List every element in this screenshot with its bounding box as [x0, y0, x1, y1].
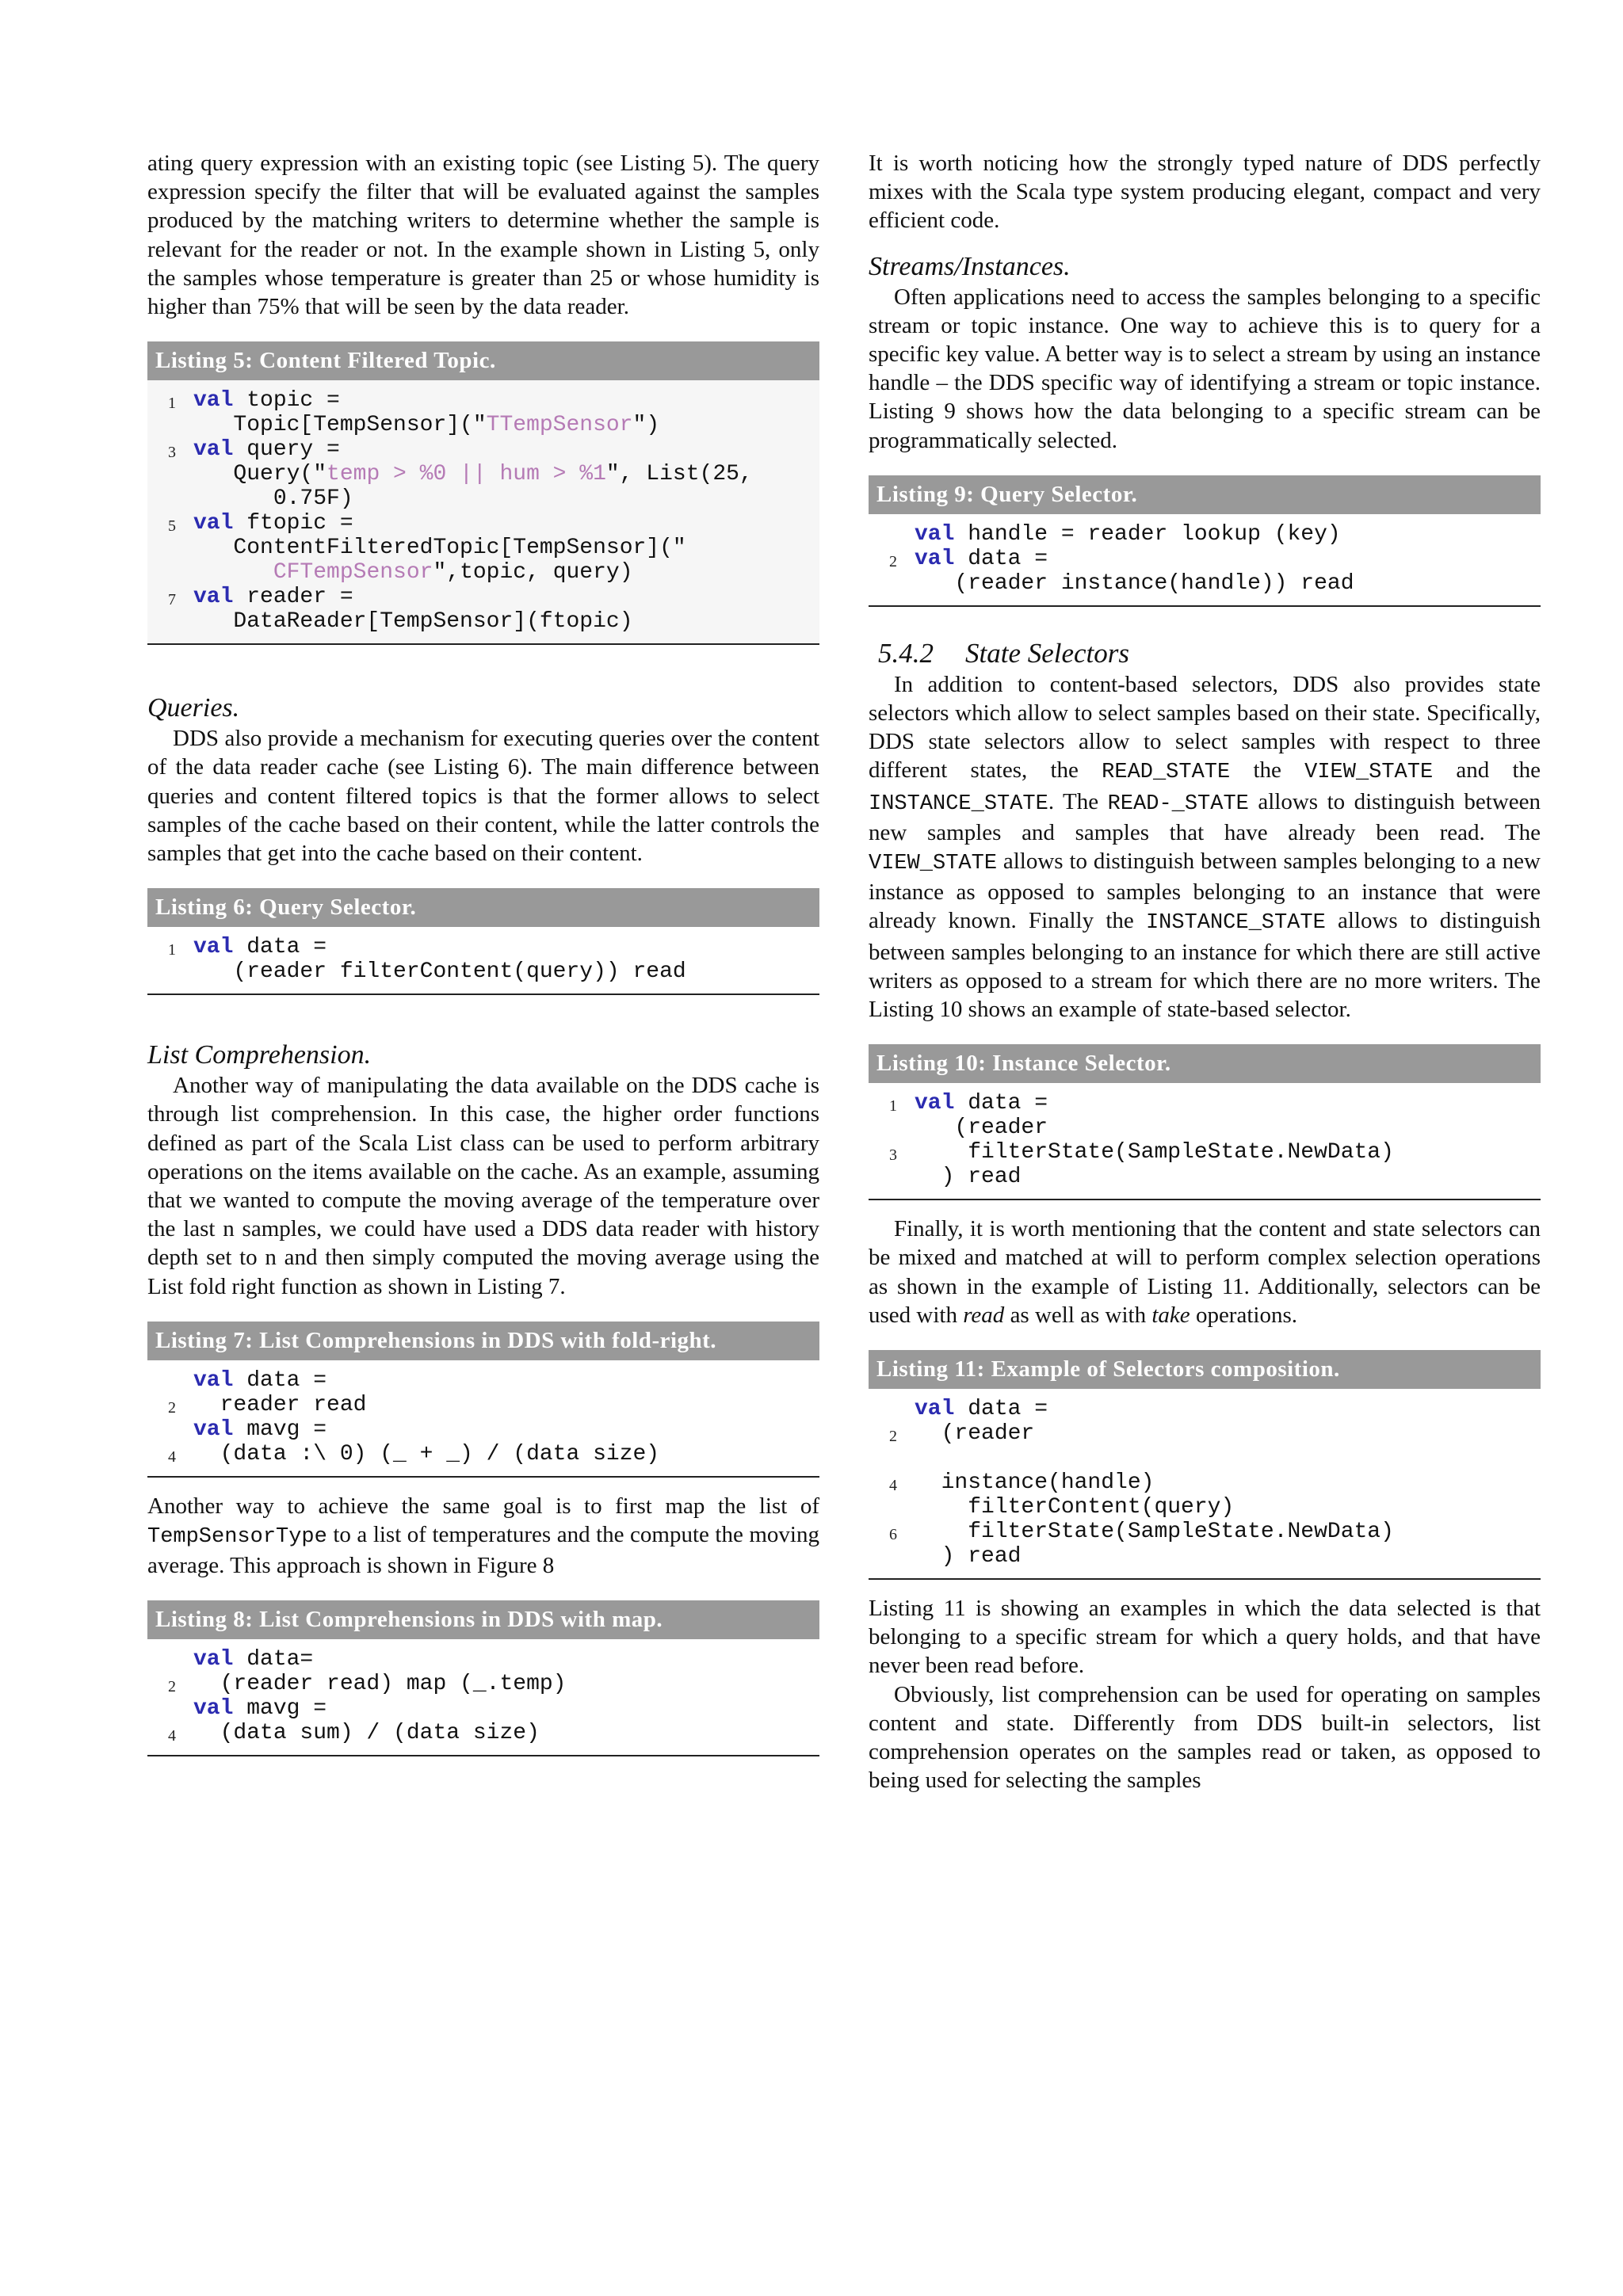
listing-10-code — [869, 1083, 1541, 1199]
line-number: 4 — [168, 1447, 176, 1466]
string-literal: CFTempSensor — [273, 560, 433, 585]
listing-5 — [147, 341, 819, 645]
listing-9 — [869, 475, 1541, 607]
listing-11-title: Listing 11: Example of Selectors composition. — [869, 1350, 1541, 1389]
inline-code-state: VIEW_STATE — [869, 852, 998, 876]
paragraph-intro: ating query expression with an existing topic (see Listing 5). The query expression specify the filter that will be evaluated against the samples produced by the matching writers to determine whether the sample is relevant for the reader or not. In the example shown in Listing 5, only the samples whose temperature is greater than 25 or whose humidity is higher than 75% that will be seen by the data reader. — [147, 151, 819, 320]
left-column — [147, 149, 819, 1756]
code-line: 4 (data :\ 0) (_ + _) / (data size) — [147, 1442, 819, 1466]
keyword: val — [193, 585, 234, 610]
string-literal: temp > %0 || hum > %1 — [327, 462, 606, 487]
listing-7-title: Listing 7: List Comprehensions in DDS with fold-right. — [147, 1322, 819, 1360]
listing-6-code — [147, 927, 819, 994]
listing-9-code — [869, 514, 1541, 605]
code-line: (reader instance(handle)) read — [915, 570, 1354, 596]
code-line: 4 instance(handle) — [869, 1470, 1541, 1495]
code-line: 3 val query = — [147, 437, 819, 462]
listing-8-code — [147, 1639, 819, 1755]
inline-code-state: INSTANCE_STATE — [1145, 911, 1326, 936]
line-number: 3 — [889, 1146, 897, 1165]
paragraph-streams: Often applications need to access the samples belonging to a specific stream or topic instance. One way to achieve this is to query for a specific key value. A better way is to select a stream by using an instance handle – the DDS specific way of identifying a stream or topic instance. Listing 9 shows how the data belonging to a specific stream can be programmatically selected. — [869, 284, 1541, 453]
code-line: 4 (data sum) / (data size) — [147, 1721, 819, 1745]
listing-5-title: Listing 5: Content Filtered Topic. — [147, 341, 819, 380]
code-line: filterContent(query) — [915, 1495, 1235, 1520]
string-literal: TTempSensor — [486, 413, 633, 438]
inline-code-type: TempSensorType — [147, 1525, 327, 1550]
line-number: 7 — [168, 591, 176, 609]
listing-6 — [147, 888, 819, 995]
keyword: val — [193, 1647, 234, 1672]
paragraph-listing11-explained: Listing 11 is showing an examples in which the data selected is that belonging to a specific stream for which a query holds, and that have never been read before. — [869, 1596, 1541, 1679]
code-line: 2 (reader read) map (_.temp) — [147, 1672, 819, 1696]
code-line: ContentFilteredTopic[TempSensor](" — [193, 536, 686, 561]
keyword: val — [915, 1091, 955, 1116]
code-line: ) read — [915, 1544, 1022, 1569]
code-line: 6 filterState(SampleState.NewData) — [869, 1520, 1541, 1544]
line-number: 4 — [889, 1477, 897, 1495]
line-number: 1 — [168, 941, 176, 959]
section-queries-title: Queries. — [147, 693, 240, 723]
code-line: 3 filterState(SampleState.NewData) — [869, 1140, 1541, 1165]
line-number: 1 — [168, 395, 176, 413]
listing-11 — [869, 1350, 1541, 1580]
code-line: 2 (reader — [869, 1421, 1541, 1446]
keyword: val — [193, 437, 234, 463]
subsection-number: 5.4.2 — [878, 637, 934, 669]
code-line: 7 val reader = — [147, 585, 819, 609]
line-number: 5 — [168, 517, 176, 536]
code-line: val handle = reader lookup (key) — [915, 521, 1341, 547]
inline-code-state: VIEW_STATE — [1304, 761, 1434, 785]
line-number: 1 — [889, 1097, 897, 1116]
line-number: 6 — [889, 1526, 897, 1544]
keyword: val — [193, 1367, 234, 1393]
subsection-title: State Selectors — [965, 637, 1130, 669]
paragraph-queries: DDS also provide a mechanism for executing queries over the content of the data reader cache (see Listing 6). The main difference between queries and content filtered topics is that the former allows to select samples of the cache based on their content, while the latter controls the samples that get into the cache based on their content. — [147, 726, 819, 867]
paragraph-state-selectors: In addition to content-based selectors, DDS also provides state selectors which allow to select samples based on their state. Specifically, DDS state selectors allow to select samples with respect to three different states, the READ_STATE the VIEW_STATE and the INSTANCE_STATE. The READ-_STATE allows to distinguish between new samples and samples that have already been read. The VIEW_STATE allows to distinguish between samples belonging to a new instance as opposed to samples belonging to an instance that were already known. Finally the INSTANCE_STATE allows to distinguish between samples belonging to an instance for which there are still active writers as opposed to a stream for which there are no more writers. The Listing 10 shows an example of state-based selector. — [869, 671, 1541, 1023]
paragraph-scala-typing: It is worth noticing how the strongly typed nature of DDS perfectly mixes with the Scala type system producing elegant, compact and very efficient code. — [869, 151, 1541, 234]
keyword: val — [915, 521, 955, 547]
listing-9-title: Listing 9: Query Selector. — [869, 475, 1541, 514]
code-line: 2 reader read — [147, 1393, 819, 1417]
code-line: 0.75F) — [193, 486, 353, 512]
code-line: Query("temp > %0 || hum > %1", List(25, — [193, 462, 753, 487]
code-line: 1 val data = — [147, 935, 819, 959]
keyword: val — [915, 546, 955, 571]
paragraph-map: Another way to achieve the same goal is to first map the list of TempSensorType to a list of temperatures and the compute the moving average. This approach is shown in Figure 8 — [147, 1493, 819, 1579]
keyword: val — [915, 1397, 955, 1422]
code-line: val data= — [193, 1647, 314, 1672]
code-line: 2 val data = — [869, 547, 1541, 571]
section-streams-title: Streams/Instances. — [869, 251, 1071, 281]
code-line: val mavg = — [193, 1417, 327, 1442]
code-line: 1 val topic = — [147, 388, 819, 413]
listing-6-title: Listing 6: Query Selector. — [147, 888, 819, 927]
listing-8 — [147, 1600, 819, 1756]
code-line: (reader — [915, 1116, 1048, 1141]
keyword: val — [193, 388, 234, 414]
keyword: val — [193, 511, 234, 536]
line-number: 4 — [168, 1727, 176, 1745]
inline-code-state: READ-_STATE — [1107, 791, 1249, 816]
listing-7-code — [147, 1360, 819, 1476]
listing-8-title: Listing 8: List Comprehensions in DDS with map. — [147, 1600, 819, 1639]
paragraph-mix-selectors: Finally, it is worth mentioning that the content and state selectors can be mixed and matched at will to perform complex selection operations as shown in the example of Listing 11. Additionally, selectors can be used with read as well as with take operations. — [869, 1216, 1541, 1328]
line-number: 2 — [889, 552, 897, 570]
section-list-comprehension-title: List Comprehension. — [147, 1040, 372, 1070]
listing-7 — [147, 1322, 819, 1478]
right-column — [869, 149, 1541, 1795]
code-line: val data = — [915, 1397, 1048, 1422]
code-line: Topic[TempSensor]("TTempSensor") — [193, 413, 660, 438]
code-line: 5 val ftopic = — [147, 511, 819, 536]
code-line: CFTempSensor",topic, query) — [273, 560, 633, 585]
listing-10-title: Listing 10: Instance Selector. — [869, 1044, 1541, 1083]
code-line: val mavg = — [193, 1696, 327, 1722]
code-line — [869, 1446, 1541, 1470]
paragraph-list-comprehension: Another way of manipulating the data available on the DDS cache is through list comprehension. In this case, the higher order functions defined as part of the Scala List class can be used to perform arbitrary operations on the items available on the cache. As an example, assuming that we wanted to compute the moving average of the temperature over the last n samples, we could have used a DDS data reader with history depth set to n and then simply computed the moving average using the List fold right function as shown in Listing 7. — [147, 1073, 819, 1299]
listing-8-rule — [147, 1755, 819, 1756]
listing-10 — [869, 1044, 1541, 1200]
subsection-state-selectors-heading — [869, 637, 1541, 670]
line-number: 3 — [168, 444, 176, 462]
code-line: ) read — [915, 1165, 1022, 1190]
keyword: val — [193, 1696, 234, 1722]
code-line: (reader filterContent(query)) read — [193, 959, 686, 985]
line-number: 2 — [168, 1678, 176, 1696]
line-number: 2 — [889, 1428, 897, 1446]
keyword: val — [193, 1417, 234, 1442]
line-number: 2 — [168, 1398, 176, 1417]
inline-code-state: READ_STATE — [1102, 761, 1231, 785]
paragraph-list-comprehension-state: Obviously, list comprehension can be used for operating on samples content and state. Differently from DDS built-in selectors, list comprehension operates on the samples read or taken, as opposed to being used for selecting the samples — [869, 1681, 1541, 1794]
code-line: DataReader[TempSensor](ftopic) — [193, 609, 633, 635]
listing-5-code — [147, 380, 819, 643]
code-line: 1 val data = — [869, 1091, 1541, 1116]
keyword: val — [193, 935, 234, 960]
code-line: val data = — [193, 1367, 327, 1393]
inline-code-state: INSTANCE_STATE — [869, 791, 1048, 816]
listing-11-code — [869, 1389, 1541, 1578]
